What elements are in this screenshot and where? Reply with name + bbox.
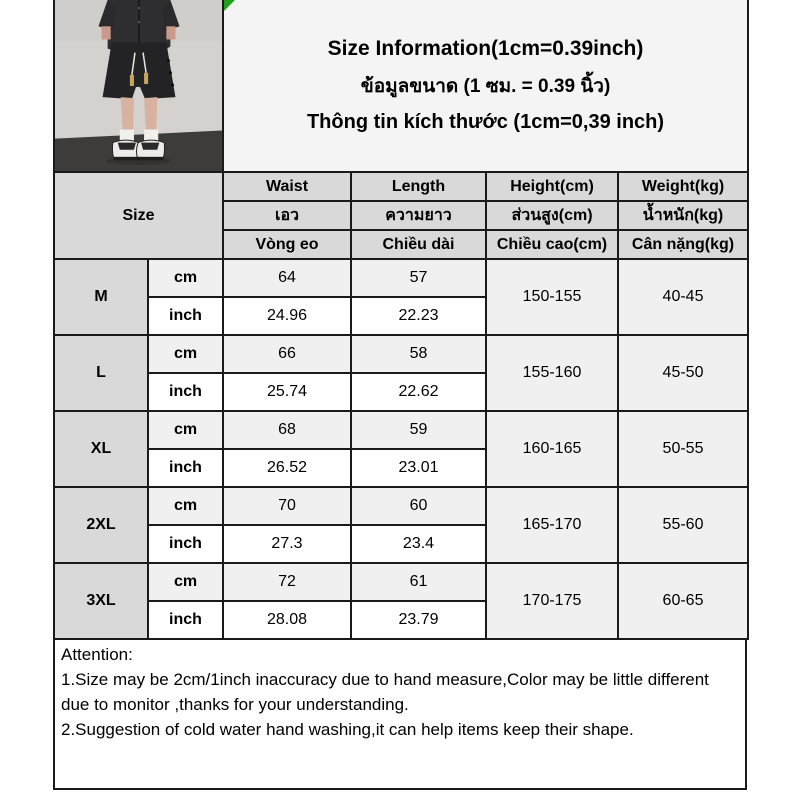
value-3xl-waist-inch: 28.08 (223, 601, 351, 639)
value-xl-weight: 50-55 (618, 411, 748, 487)
size-label-2xl: 2XL (54, 487, 148, 563)
col-header-length-vi: Chiều dài (351, 230, 486, 259)
col-header-height-th: ส่วนสูง(cm) (486, 201, 618, 230)
size-chart-sheet (53, 0, 747, 790)
value-2xl-waist-inch: 27.3 (223, 525, 351, 563)
unit-label-inch: inch (148, 525, 223, 563)
value-2xl-length-cm: 60 (351, 487, 486, 525)
value-2xl-weight: 55-60 (618, 487, 748, 563)
value-xl-height: 160-165 (486, 411, 618, 487)
size-header: Size (54, 172, 223, 259)
col-header-weight-th: น้ำหนัก(kg) (618, 201, 748, 230)
value-3xl-length-cm: 61 (351, 563, 486, 601)
col-header-height-vi: Chiều cao(cm) (486, 230, 618, 259)
size-label-m: M (54, 259, 148, 335)
value-xl-waist-cm: 68 (223, 411, 351, 449)
attention-line-2: 2.Suggestion of cold water hand washing,it can help items keep their shape. (61, 720, 634, 740)
value-m-length-inch: 22.23 (351, 297, 486, 335)
title-vietnamese: Thông tin kích thước (1cm=0,39 inch) (306, 111, 665, 133)
table-row (54, 411, 748, 449)
unit-label-inch: inch (148, 449, 223, 487)
value-3xl-weight: 60-65 (618, 563, 748, 639)
value-l-length-inch: 22.62 (351, 373, 486, 411)
model-photo-illustration (55, 0, 222, 171)
value-2xl-length-inch: 23.4 (351, 525, 486, 563)
table-row (54, 563, 748, 601)
col-header-length-en: Length (351, 172, 486, 201)
col-header-waist-en: Waist (223, 172, 351, 201)
value-xl-length-cm: 59 (351, 411, 486, 449)
value-l-length-cm: 58 (351, 335, 486, 373)
value-3xl-length-inch: 23.79 (351, 601, 486, 639)
col-header-length-th: ความยาว (351, 201, 486, 230)
size-label-xl: XL (54, 411, 148, 487)
unit-label-inch: inch (148, 373, 223, 411)
unit-label-cm: cm (148, 259, 223, 297)
table-row (54, 259, 748, 297)
title-english: Size Information(1cm=0.39inch) (327, 37, 644, 60)
attention-line-1: 1.Size may be 2cm/1inch inaccuracy due to hand measure,Color may be little different due to monitor ,thanks for your understanding. (61, 670, 709, 715)
col-header-height-en: Height(cm) (486, 172, 618, 201)
value-l-weight: 45-50 (618, 335, 748, 411)
value-xl-waist-inch: 26.52 (223, 449, 351, 487)
product-photo (54, 0, 223, 172)
unit-label-cm: cm (148, 563, 223, 601)
col-header-weight-en: Weight(kg) (618, 172, 748, 201)
value-xl-length-inch: 23.01 (351, 449, 486, 487)
col-header-weight-vi: Cân nặng(kg) (618, 230, 748, 259)
attention-note (53, 640, 747, 790)
title-thai: ข้อมูลขนาด (1 ซม. = 0.39 นิ้ว) (360, 76, 611, 97)
col-header-waist-vi: Vòng eo (223, 230, 351, 259)
title-block (223, 0, 748, 172)
value-2xl-height: 165-170 (486, 487, 618, 563)
value-m-waist-cm: 64 (223, 259, 351, 297)
size-label-3xl: 3XL (54, 563, 148, 639)
attention-heading: Attention: (61, 645, 133, 664)
value-3xl-height: 170-175 (486, 563, 618, 639)
unit-label-inch: inch (148, 297, 223, 335)
unit-label-inch: inch (148, 601, 223, 639)
value-2xl-waist-cm: 70 (223, 487, 351, 525)
size-table (53, 0, 749, 640)
unit-label-cm: cm (148, 411, 223, 449)
value-m-waist-inch: 24.96 (223, 297, 351, 335)
value-m-height: 150-155 (486, 259, 618, 335)
col-header-waist-th: เอว (223, 201, 351, 230)
size-label-l: L (54, 335, 148, 411)
green-corner-marker-icon (224, 0, 235, 11)
unit-label-cm: cm (148, 487, 223, 525)
value-3xl-waist-cm: 72 (223, 563, 351, 601)
table-row (54, 487, 748, 525)
value-m-weight: 40-45 (618, 259, 748, 335)
value-m-length-cm: 57 (351, 259, 486, 297)
value-l-height: 155-160 (486, 335, 618, 411)
value-l-waist-inch: 25.74 (223, 373, 351, 411)
value-l-waist-cm: 66 (223, 335, 351, 373)
unit-label-cm: cm (148, 335, 223, 373)
table-row (54, 335, 748, 373)
